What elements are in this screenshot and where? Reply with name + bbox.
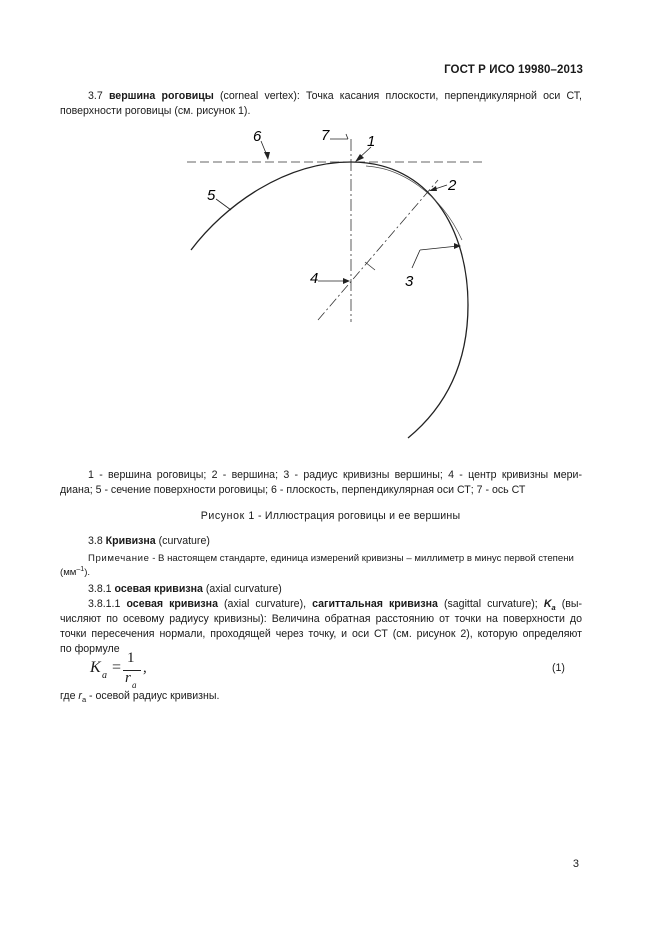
section-3-7-line2: поверхности роговицы (см. рисунок 1). — [60, 105, 251, 117]
leader-5 — [216, 199, 231, 210]
standard-header: ГОСТ Р ИСО 19980–2013 — [444, 64, 583, 76]
formula-equals: = — [112, 659, 122, 676]
definition-text: Точка касания плоскости, перпендикулярной оси СТ, — [299, 90, 582, 102]
formula-comma: , — [143, 660, 147, 676]
normal-tick-mark — [365, 262, 375, 270]
section-3-7-line1 — [60, 89, 582, 105]
term-english: (corneal vertex): — [213, 90, 300, 102]
line-end: (вы- — [555, 598, 583, 610]
section-number: 3.8.1 — [88, 583, 115, 595]
figure-caption — [0, 510, 661, 522]
note-unit-exponent: –1 — [76, 566, 85, 573]
formula-number: (1) — [552, 662, 565, 674]
where-text: - осевой радиус кривизны. — [86, 690, 220, 702]
section-3-8-1-1-line3: точки пересечения нормали, проходящей через точку, и оси СТ (см. рисунок 2), которую определяют — [60, 628, 582, 640]
note-unit-end: ). — [84, 567, 91, 579]
symbol-r: r — [78, 690, 82, 702]
note-line1 — [88, 553, 582, 564]
formula-denominator: r — [125, 670, 131, 686]
term-english: (axial curvature) — [202, 583, 282, 595]
figure-label-3: 3 — [405, 273, 414, 290]
figure-label-2: 2 — [448, 177, 457, 194]
leader-3 — [412, 250, 420, 268]
figure-label-4: 4 — [310, 270, 319, 287]
symbol-k-subscript: a — [551, 603, 556, 613]
symbol-k: K — [543, 598, 552, 610]
page-number: 3 — [572, 858, 579, 870]
term-corneal-vertex: вершина роговицы — [108, 90, 214, 102]
leader-7-tick — [346, 134, 348, 139]
symbol-r-subscript: a — [81, 695, 87, 705]
formula-denominator-subscript: a — [132, 680, 137, 690]
arrow-2 — [429, 186, 437, 191]
note-unit: (мм — [60, 567, 77, 579]
section-number: 3.8.1.1 — [88, 598, 127, 610]
section-number: 3.7 — [88, 90, 109, 102]
term-axial-curvature: осевая кривизна — [114, 583, 203, 595]
figure-label-6: 6 — [253, 128, 262, 145]
figure-label-7: 7 — [321, 127, 330, 144]
note-line2 — [60, 566, 90, 578]
term-axial-curvature: осевая кривизна — [126, 598, 218, 610]
figure-legend-line2: диана; 5 - сечение поверхности роговицы; 6 - плоскость, перпендикулярная оси СТ; 7 - ось СТ — [60, 484, 526, 496]
figure-1-cornea-diagram — [0, 120, 661, 450]
where-prefix: где — [60, 690, 79, 702]
section-3-8-1-heading — [88, 582, 282, 598]
arrow-4 — [343, 278, 350, 284]
formula-explanation — [60, 689, 219, 708]
note-label: Примечание — [88, 553, 150, 564]
term-english: (axial curvature), — [217, 598, 313, 610]
formula-numerator: 1 — [127, 650, 135, 666]
term-english-2: (sagittal curvature); — [437, 598, 544, 610]
cornea-section-curve — [191, 162, 468, 438]
figure-legend-line1: 1 - вершина роговицы; 2 - вершина; 3 - радиус кривизны вершины; 4 - центр кривизны мери- — [88, 469, 582, 481]
term-sagittal-curvature: сагиттальная кривизна — [312, 598, 438, 610]
formula-lhs-subscript: a — [102, 670, 107, 681]
figure-label-1: 1 — [367, 133, 376, 150]
figure-label-5: 5 — [207, 187, 216, 204]
formula-lhs: K — [90, 659, 101, 676]
figure-caption-text: - Иллюстрация роговицы и ее вершины — [254, 510, 461, 522]
section-3-8-1-1-line4: по формуле — [60, 643, 120, 655]
note-text: - В настоящем стандарте, единица измерений кривизны – миллиметр в минус первой степени — [149, 553, 574, 564]
section-3-8-1-1-line2: числяют по осевому радиусу кривизны): Величина обратная расстоянию от точки на поверхности до — [60, 613, 582, 625]
section-3-8-heading — [88, 534, 210, 550]
term-english: (curvature) — [155, 535, 210, 547]
section-number: 3.8 — [88, 535, 106, 547]
leader-3-horizontal — [420, 246, 458, 250]
term-curvature: Кривизна — [105, 535, 156, 547]
arrow-6 — [264, 152, 270, 160]
figure-caption-word: Рисунок 1 — [200, 510, 255, 522]
